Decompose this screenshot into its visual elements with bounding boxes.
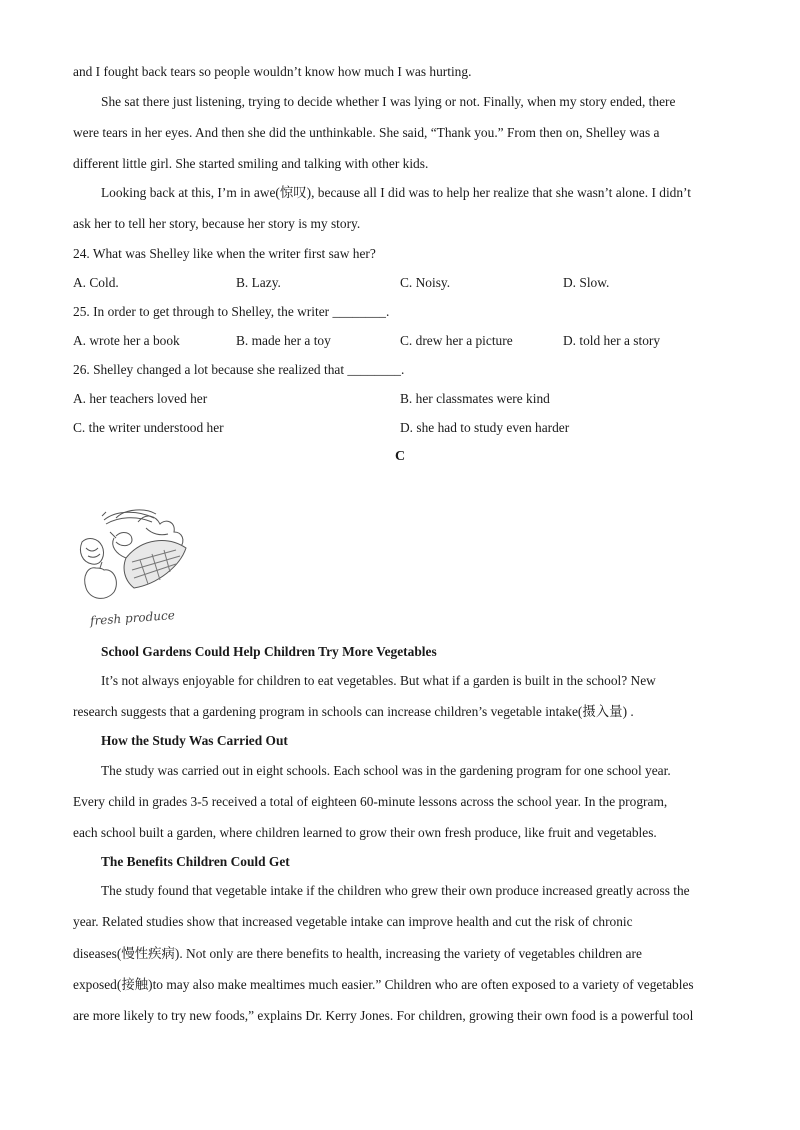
paragraph-line: The study was carried out in eight schools. Each school was in the gardening program for one school year. [101, 763, 671, 778]
section-heading: The Benefits Children Could Get [101, 854, 290, 869]
paragraph-line: research suggests that a gardening program in schools can increase children’s vegetable intake(摄入量) . [73, 704, 634, 719]
paragraph-line: Every child in grades 3-5 received a total of eighteen 60-minute lessons across the school year. In the program, [73, 794, 668, 809]
paragraph-line: each school built a garden, where children learned to grow their own fresh produce, like fruit and vegetables. [73, 825, 657, 840]
vegetables-sketch-icon [76, 508, 202, 618]
article-title: School Gardens Could Help Children Try More Vegetables [101, 644, 437, 659]
paragraph-line: were tears in her eyes. And then she did the unthinkable. She said, “Thank you.” From then on, Shelley was a [73, 125, 660, 140]
q24-option-a: A. Cold. [73, 275, 119, 290]
q24-option-c: C. Noisy. [400, 275, 451, 290]
paragraph-line: and I fought back tears so people wouldn’t know how much I was hurting. [73, 64, 472, 79]
q25-option-a: A. wrote her a book [73, 333, 180, 348]
question-26-stem: 26. Shelley changed a lot because she realized that ________. [73, 362, 405, 377]
q26-option-a: A. her teachers loved her [73, 391, 208, 406]
q24-option-b: B. Lazy. [236, 275, 281, 290]
figure-caption: fresh produce [89, 608, 176, 628]
paragraph-line: Looking back at this, I’m in awe(惊叹), because all I did was to help her realize that she wasn’t alone. I didn’t [101, 185, 691, 200]
section-heading: How the Study Was Carried Out [101, 733, 288, 748]
paragraph-line: The study found that vegetable intake if the children who grew their own produce increased greatly across the [101, 883, 690, 898]
question-25-stem: 25. In order to get through to Shelley, the writer ________. [73, 304, 390, 319]
section-label: C [394, 449, 406, 464]
q25-option-b: B. made her a toy [236, 333, 331, 348]
q26-option-c: C. the writer understood her [73, 420, 224, 435]
paragraph-line: are more likely to try new foods,” explains Dr. Kerry Jones. For children, growing their own food is a powerful tool [73, 1008, 694, 1023]
paragraph-line: different little girl. She started smiling and talking with other kids. [73, 156, 429, 171]
q24-option-d: D. Slow. [563, 275, 610, 290]
paragraph-line: diseases(慢性疾病). Not only are there benefits to health, increasing the variety of vegetables children are [73, 946, 642, 961]
question-24-stem: 24. What was Shelley like when the writer first saw her? [73, 246, 376, 261]
paragraph-line: It’s not always enjoyable for children to eat vegetables. But what if a garden is built in the school? New [101, 673, 656, 688]
paragraph-line: ask her to tell her story, because her story is my story. [73, 216, 361, 231]
q26-option-d: D. she had to study even harder [400, 420, 570, 435]
q26-option-b: B. her classmates were kind [400, 391, 550, 406]
paragraph-line: She sat there just listening, trying to decide whether I was lying or not. Finally, when my story ended, there [101, 94, 676, 109]
q25-option-c: C. drew her a picture [400, 333, 513, 348]
q25-option-d: D. told her a story [563, 333, 661, 348]
paragraph-line: year. Related studies show that increased vegetable intake can improve health and cut the risk of chronic [73, 914, 633, 929]
paragraph-line: exposed(接触)to may also make mealtimes much easier.” Children who are often exposed to a variety of vegetables [73, 977, 694, 992]
